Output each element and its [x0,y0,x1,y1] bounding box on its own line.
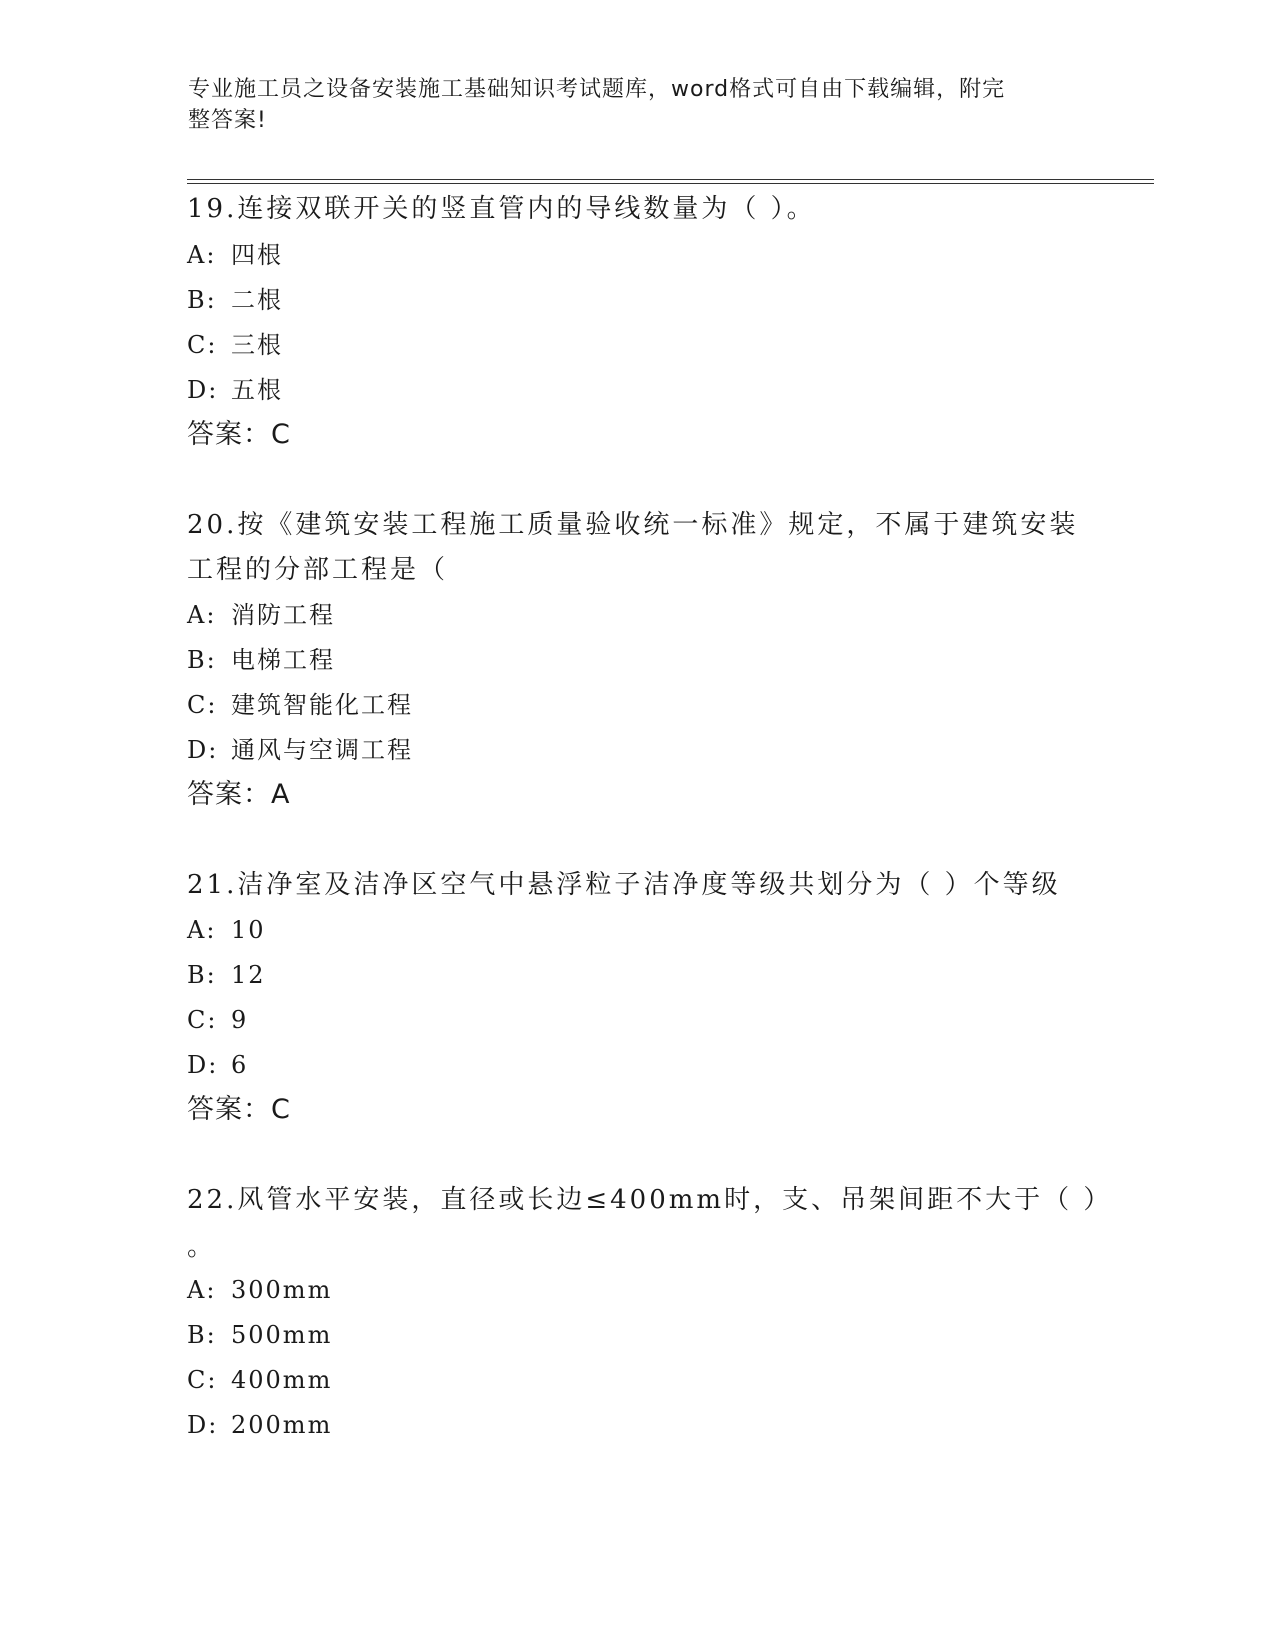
option-letter: C: [187,691,218,719]
question-19-option-a [187,240,283,270]
option-letter: D: [187,376,219,404]
question-19-answer: 答案：C [187,419,291,450]
option-text: 300mm [231,1276,333,1304]
option-letter: B: [187,286,217,314]
question-19-option-c [187,330,283,360]
option-text: 200mm [231,1411,333,1439]
question-21-option-c [187,1005,248,1035]
question-22-option-c [187,1365,332,1395]
option-letter: A: [187,916,217,944]
question-22-option-d [187,1410,332,1440]
question-22-stem-line-1: 22.风管水平安装，直径或长边≤400mm时，支、吊架间距不大于（ ） [187,1185,1113,1215]
option-text: 400mm [231,1366,333,1394]
question-22-option-b [187,1320,332,1350]
option-text: 10 [231,916,266,944]
option-text: 三根 [231,331,283,359]
question-21-option-b [187,960,266,990]
option-letter: D: [187,1411,219,1439]
option-text: 五根 [231,376,283,404]
question-19-option-d [187,375,283,405]
question-20-option-d [187,735,413,765]
option-letter: C: [187,331,218,359]
option-letter: C: [187,1006,218,1034]
option-letter: A: [187,601,217,629]
option-text: 通风与空调工程 [231,736,413,764]
question-22-option-a [187,1275,332,1305]
question-21-answer: 答案：C [187,1094,291,1125]
option-text: 500mm [231,1321,333,1349]
option-text: 二根 [231,286,283,314]
header-line-1: 专业施工员之设备安装施工基础知识考试题库，word格式可自由下载编辑，附完 [188,77,1006,102]
option-text: 12 [231,961,266,989]
option-letter: A: [187,241,217,269]
option-letter: B: [187,961,217,989]
option-text: 9 [231,1006,249,1034]
header-line-2: 整答案! [188,108,267,133]
question-20-option-c [187,690,413,720]
option-letter: B: [187,1321,217,1349]
option-text: 四根 [231,241,283,269]
question-19-option-b [187,285,283,315]
header-divider-bottom [187,183,1154,184]
question-22-stem-line-2: 。 [187,1232,217,1262]
option-text: 消防工程 [231,601,335,629]
header-divider-top [187,179,1154,180]
option-letter: D: [187,1051,219,1079]
option-letter: C: [187,1366,218,1394]
option-text: 6 [231,1051,249,1079]
option-letter: D: [187,736,219,764]
question-21-option-a [187,915,266,945]
option-letter: A: [187,1276,217,1304]
question-20-stem-line-2: 工程的分部工程是（ [187,555,449,585]
question-20-answer: 答案：A [187,779,291,810]
option-letter: B: [187,646,217,674]
question-20-option-b [187,645,335,675]
option-text: 建筑智能化工程 [231,691,413,719]
question-21-option-d [187,1050,248,1080]
option-text: 电梯工程 [231,646,335,674]
question-20-stem-line-1: 20.按《建筑安装工程施工质量验收统一标准》规定，不属于建筑安装 [187,510,1079,540]
document-header [188,74,1088,136]
question-20-option-a [187,600,335,630]
question-21-stem: 21.洁净室及洁净区空气中悬浮粒子洁净度等级共划分为（ ）个等级 [187,870,1061,900]
question-19-stem: 19.连接双联开关的竖直管内的导线数量为（ ）。 [187,194,816,224]
